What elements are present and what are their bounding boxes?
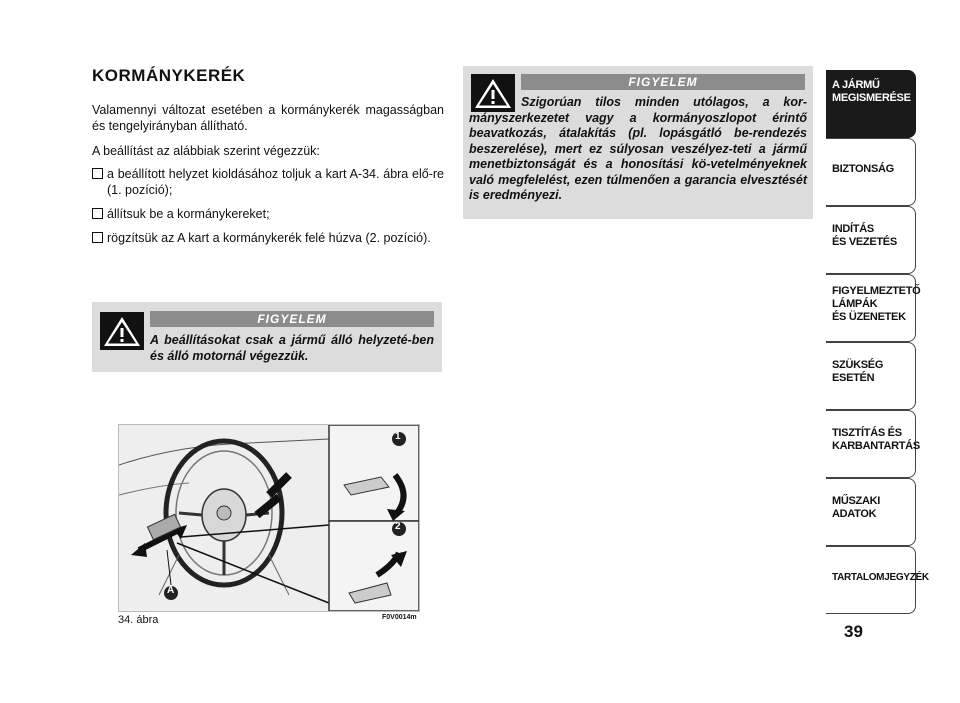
sidebar-item-label: FIGYELMEZTETŐ LÁMPÁK ÉS ÜZENETEK [832,285,921,323]
page-heading: KORMÁNYKERÉK [92,66,246,85]
warning-text: A beállításokat csak a jármű álló helyzeté-ben és álló motornál végezzük. [150,333,434,363]
figure-label-2: 2 [395,521,401,532]
step-item [92,206,444,222]
sidebar-item-muszaki[interactable] [826,478,916,546]
sidebar-item-label: TISZTÍTÁS ÉS KARBANTARTÁS [832,427,920,452]
sidebar-item-label: INDÍTÁS ÉS VEZETÉS [832,223,897,248]
sidebar-item-tisztitas[interactable] [826,410,920,478]
figure-label-a: A [167,585,175,596]
sidebar-item-label: BIZTONSÁG [832,163,894,175]
sidebar-item-label: MŰSZAKI ADATOK [832,495,881,520]
figure-caption: 34. ábra [118,614,159,626]
checkbox-bullet-icon [92,168,103,179]
sidebar-item-inditas[interactable] [826,206,916,274]
warning-triangle-icon [100,312,144,350]
sidebar-item-szukseg[interactable] [826,342,916,410]
sidebar-item-label: SZÜKSÉG ESETÉN [832,359,884,384]
sidebar-item-jarmu-megismerese[interactable] [826,70,916,138]
checkbox-bullet-icon [92,208,103,219]
sidebar-item-figyelmezteto[interactable] [826,274,921,342]
step-item [92,230,444,246]
steering-wheel-figure [118,424,420,612]
sidebar-item-label: TARTALOMJEGYZÉK [832,572,929,583]
page-number: 39 [844,622,863,641]
warning-title: FIGYELEM [150,311,434,327]
procedure-paragraph: A beállítást az alábbiak szerint végezzük: [92,144,320,158]
step-text: a beállított helyzet kioldásához toljuk a kart A-34. ábra elő-re (1. pozíció); [107,167,444,197]
figure-label-1: 1 [395,431,401,442]
warning-box-right [463,66,813,219]
warning-title: FIGYELEM [521,74,805,90]
step-text: állítsuk be a kormánykereket; [107,207,270,221]
step-text: rögzítsük az A kart a kormánykerék felé húzva (2. pozíció). [107,231,431,245]
sidebar-item-tartalomjegyzek[interactable] [826,546,929,614]
warning-box-left [92,302,442,372]
sidebar-item-label: A JÁRMŰ MEGISMERÉSE [832,79,911,104]
sidebar-item-biztonsag[interactable] [826,138,916,206]
figure-code: F0V0014m [382,614,417,621]
intro-paragraph: Valamennyi változat esetében a kormánykerék magasságban és tengelyirányban állítható. [92,103,444,133]
warning-text: Szigorúan tilos minden utólagos, a kor-mányszerkezetet vagy a kormányoszlopot érintő beavatkozás, átalakítás (pl. lopásgátló be-rendezés beszerelése), mert ez súlyosan veszélyez-teti a jármű menetbiztonságát és a honosítási kö-vetelményeknek való megfelelést, ezen túlmenően a garancia elvesztését is eredményezi. [469,95,807,202]
checkbox-bullet-icon [92,232,103,243]
steering-wheel-illustration [119,425,419,611]
step-item [92,166,444,198]
